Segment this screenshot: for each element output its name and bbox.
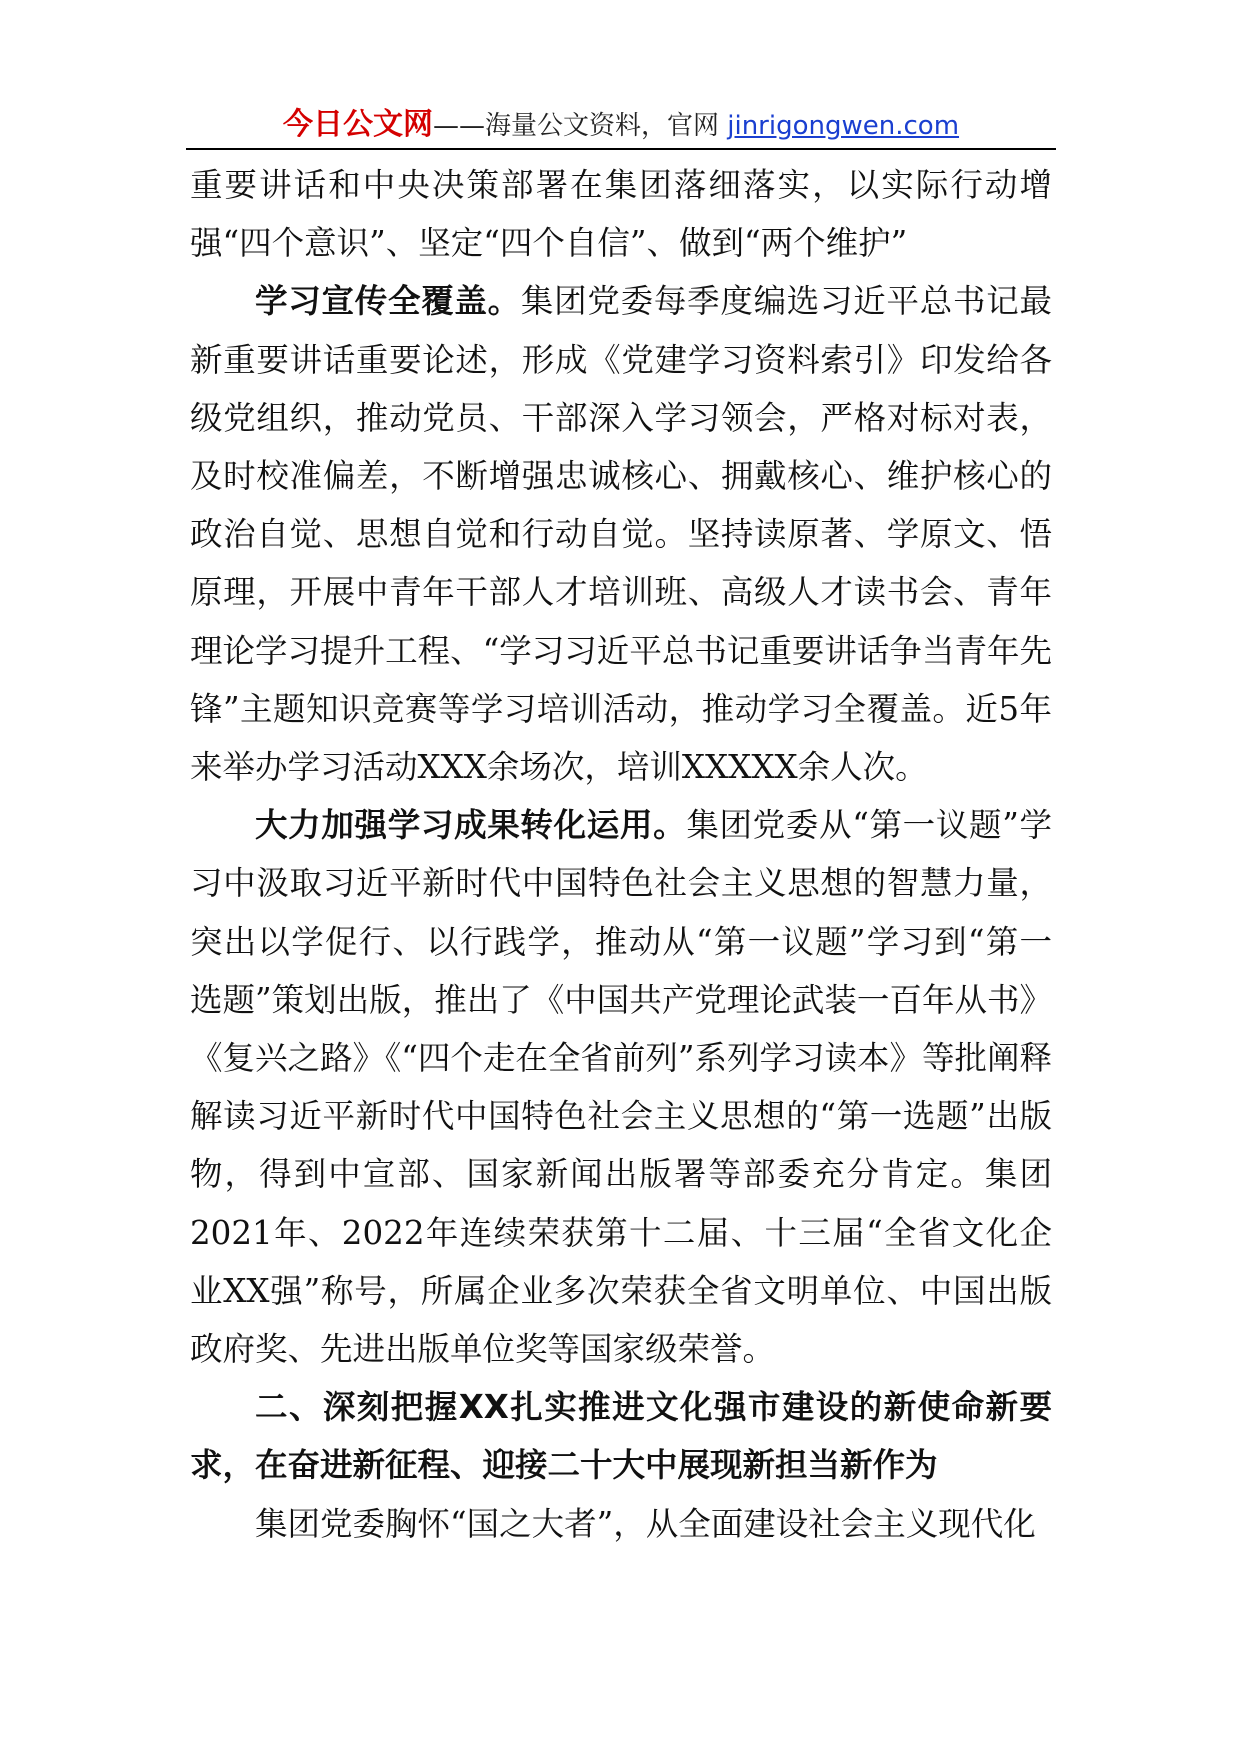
header-url-link[interactable]: jinrigongwen.com bbox=[727, 111, 960, 141]
paragraph-text: 重要讲话和中央决策部署在集团落细落实，以实际行动增强“四个意识”、坚定“四个自信”、做到“两个维护” bbox=[190, 166, 1052, 263]
header-divider bbox=[186, 148, 1056, 150]
paragraph-lead: 大力加强学习成果转化运用。 bbox=[255, 806, 687, 845]
header-separator: —— bbox=[432, 111, 485, 141]
paragraph-lead: 学习宣传全覆盖。 bbox=[255, 282, 521, 321]
brand-logo-text: 今日公文网 bbox=[282, 107, 433, 142]
document-body bbox=[190, 156, 1052, 1553]
header-subtitle: 海量公文资料，官网 bbox=[484, 111, 728, 141]
paragraph bbox=[190, 272, 1052, 796]
paragraph bbox=[190, 156, 1052, 272]
paragraph-text: 集团党委从“第一议题”学习中汲取习近平新时代中国特色社会主义思想的智慧力量，突出以学促行、以行践学，推动从“第一议题”学习到“第一选题”策划出版，推出了《中国共产党理论武装一百年从书》《复兴之路》《“四个走在全省前列”系列学习读本》等批阐释解读习近平新时代中国特色社会主义思想的“第一选题”出版物，得到中宣部、国家新闻出版署等部委充分肯定。集团2021年、2022年连续荣获第十二届、十三届“全省文化企业XX强”称号，所属企业多次荣获全省文明单位、中国出版政府奖、先进出版单位奖等国家级荣誉。 bbox=[190, 806, 1052, 1369]
paragraph-text: 集团党委每季度编选习近平总书记最新重要讲话重要论述，形成《党建学习资料索引》印发给各级党组织，推动党员、干部深入学习领会，严格对标对表，及时校准偏差，不断增强忠诚核心、拥戴核心、维护核心的政治自觉、思想自觉和行动自觉。坚持读原著、学原文、悟原理，开展中青年干部人才培训班、高级人才读书会、青年理论学习提升工程、“学习习近平总书记重要讲话争当青年先锋”主题知识竞赛等学习培训活动，推动学习全覆盖。近5年来举办学习活动XXX余场次，培训XXXXX余人次。 bbox=[190, 282, 1052, 787]
paragraph: 集团党委胸怀“国之大者”，从全面建设社会主义现代化 bbox=[255, 1504, 1036, 1543]
section-heading: 二、深刻把握XX扎实推进文化强市建设的新使命新要求，在奋进新征程、迎接二十大中展现新担当新作为 bbox=[190, 1388, 1052, 1485]
paragraph bbox=[190, 796, 1052, 1378]
page-header bbox=[186, 104, 1056, 146]
